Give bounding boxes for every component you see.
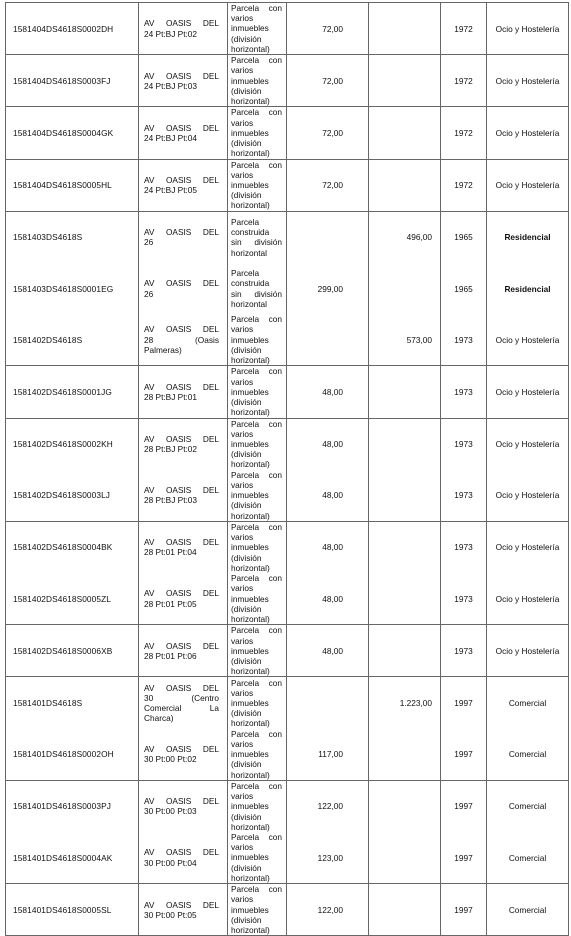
parcel-type-line: inmuebles: [231, 749, 269, 760]
parcel-type-line: Parcela: [231, 268, 260, 279]
address-line: AV OASIS DEL: [144, 847, 219, 858]
parcel-type-line: horizontal): [231, 562, 270, 573]
address: [139, 3, 228, 55]
parcel-type-line: (división: [231, 449, 262, 460]
cadastral-reference: 1581402DS4618S: [6, 314, 139, 366]
cadastral-reference: 1581401DS4618S: [6, 677, 139, 729]
address-line: AV OASIS DEL: [144, 278, 219, 289]
parcel-type: [228, 521, 287, 573]
construction-year: 1972: [441, 159, 487, 211]
address-line: AV OASIS DEL: [144, 485, 219, 496]
address-line: AV OASIS DEL: [144, 796, 219, 807]
parcel-type-line: Parcela con: [231, 884, 282, 895]
address-line: 24 Pt:BJ Pt:05: [144, 185, 198, 196]
unit-surface: 122,00: [287, 884, 369, 936]
address-line: 30 Pt:00 Pt:03: [144, 806, 197, 817]
table-body: [6, 3, 569, 936]
cadastral-reference: 1581402DS4618S0004BK: [6, 521, 139, 573]
parcel-type-line: horizontal): [231, 718, 270, 729]
parcel-type-line: Parcela con: [231, 159, 282, 170]
parcel-type: [228, 780, 287, 832]
parcel-type-line: inmuebles: [231, 490, 269, 501]
parcel-type-line: horizontal): [231, 459, 270, 470]
address-line: AV OASIS DEL: [144, 324, 219, 335]
address-line: 28 (Oasis: [144, 334, 219, 345]
address: [139, 521, 228, 573]
address-line: 28 Pt:01 Pt:06: [144, 650, 197, 661]
parcel-type-line: varios: [231, 583, 254, 594]
parcel-type-line: horizontal): [231, 666, 270, 677]
parcel-type-line: inmuebles: [231, 542, 269, 553]
address: [139, 780, 228, 832]
construction-year: 1973: [441, 418, 487, 470]
parcel-type-line: Parcela con: [231, 3, 282, 14]
construction-year: 1997: [441, 729, 487, 781]
parcel-surface: [369, 625, 441, 677]
parcel-surface: [369, 832, 441, 884]
parcel-type: [228, 55, 287, 107]
address-line: AV OASIS DEL: [144, 899, 219, 910]
parcel-type-line: horizontal): [231, 355, 270, 366]
cadastral-reference: 1581401DS4618S0005SL: [6, 884, 139, 936]
address-line: 26: [144, 288, 154, 299]
parcel-type-line: varios: [231, 117, 254, 128]
table-row: [6, 107, 569, 159]
parcel-type: [228, 625, 287, 677]
parcel-type-line: varios: [231, 894, 254, 905]
address-line: AV OASIS DEL: [144, 18, 219, 29]
main-use: Ocio y Hostelería: [487, 470, 569, 522]
main-use: Ocio y Hostelería: [487, 159, 569, 211]
cadastral-table: [5, 2, 569, 936]
parcel-type-line: (división: [231, 862, 262, 873]
parcel-type: [228, 677, 287, 729]
construction-year: 1973: [441, 573, 487, 625]
address-line: AV OASIS DEL: [144, 433, 219, 444]
parcel-type-line: horizontal): [231, 200, 270, 211]
parcel-surface: [369, 470, 441, 522]
table-row: [6, 159, 569, 211]
address-line: 28 Pt:BJ Pt:03: [144, 495, 198, 506]
main-use: Ocio y Hostelería: [487, 314, 569, 366]
parcel-type-line: (división: [231, 397, 262, 407]
address: [139, 211, 228, 263]
unit-surface: [287, 211, 369, 263]
main-use: Ocio y Hostelería: [487, 107, 569, 159]
unit-surface: 48,00: [287, 418, 369, 470]
parcel-type-line: (división: [231, 708, 262, 719]
table-row: [6, 314, 569, 366]
parcel-type-line: horizontal): [231, 407, 270, 418]
unit-surface: 122,00: [287, 780, 369, 832]
construction-year: 1972: [441, 55, 487, 107]
parcel-type: [228, 211, 287, 263]
parcel-type-line: Parcela con: [231, 521, 282, 532]
construction-year: 1997: [441, 780, 487, 832]
cadastral-reference: 1581401DS4618S0002OH: [6, 729, 139, 781]
parcel-surface: [369, 107, 441, 159]
address: [139, 314, 228, 366]
parcel-surface: 573,00: [369, 314, 441, 366]
parcel-type-line: (división: [231, 85, 262, 96]
unit-surface: 48,00: [287, 625, 369, 677]
main-use: Ocio y Hostelería: [487, 625, 569, 677]
construction-year: 1973: [441, 521, 487, 573]
address-line: 30 Pt:00 Pt:04: [144, 857, 197, 868]
construction-year: 1997: [441, 677, 487, 729]
main-use: Comercial: [487, 780, 569, 832]
cadastral-reference: 1581404DS4618S0004GK: [6, 107, 139, 159]
table-row: [6, 677, 569, 729]
address-line: 30 Pt:00 Pt:02: [144, 754, 197, 765]
table-row: [6, 780, 569, 832]
parcel-type-line: (división: [231, 190, 262, 201]
main-use: Comercial: [487, 729, 569, 781]
parcel-type-line: varios: [231, 428, 254, 439]
main-use: Ocio y Hostelería: [487, 521, 569, 573]
parcel-type-line: varios: [231, 376, 254, 387]
table-row: [6, 366, 569, 418]
unit-surface: 72,00: [287, 107, 369, 159]
unit-surface: 48,00: [287, 470, 369, 522]
parcel-type: [228, 470, 287, 522]
parcel-type-line: (división: [231, 552, 262, 563]
parcel-type-line: (división: [231, 500, 262, 511]
unit-surface: [287, 677, 369, 729]
table-row: [6, 263, 569, 314]
address-line: AV OASIS DEL: [144, 174, 219, 185]
cadastral-reference: 1581401DS4618S0003PJ: [6, 780, 139, 832]
parcel-type-line: varios: [231, 532, 254, 543]
cadastral-reference: 1581402DS4618S0006XB: [6, 625, 139, 677]
cadastral-reference: 1581401DS4618S0004AK: [6, 832, 139, 884]
table-row: [6, 55, 569, 107]
cadastral-table-page: [5, 2, 568, 936]
main-use: Comercial: [487, 884, 569, 936]
cadastral-reference: 1581403DS4618S0001EG: [6, 263, 139, 314]
main-use: Comercial: [487, 677, 569, 729]
parcel-type-line: inmuebles: [231, 438, 269, 449]
table-row: [6, 418, 569, 470]
table-row: [6, 884, 569, 936]
parcel-type-line: varios: [231, 479, 254, 490]
address-line: 28 Pt:BJ Pt:01: [144, 391, 198, 402]
parcel-type-line: inmuebles: [231, 75, 269, 86]
construction-year: 1972: [441, 107, 487, 159]
parcel-surface: 1.223,00: [369, 677, 441, 729]
address: [139, 625, 228, 677]
parcel-type: [228, 729, 287, 781]
construction-year: 1997: [441, 884, 487, 936]
parcel-type-line: Parcela con: [231, 573, 282, 584]
parcel-type-line: horizontal): [231, 613, 270, 624]
parcel-type-line: horizontal): [231, 148, 270, 159]
parcel-type-line: (división: [231, 138, 262, 149]
main-use: Ocio y Hostelería: [487, 366, 569, 418]
parcel-type-line: inmuebles: [231, 697, 269, 708]
address-line: 24 Pt:BJ Pt:02: [144, 28, 198, 39]
parcel-type-line: construida: [231, 278, 270, 289]
parcel-type-line: Parcela con: [231, 832, 282, 843]
parcel-type: [228, 366, 287, 418]
construction-year: 1972: [441, 3, 487, 55]
unit-surface: 48,00: [287, 573, 369, 625]
parcel-type-line: horizontal): [231, 43, 270, 54]
parcel-type: [228, 884, 287, 936]
cadastral-reference: 1581404DS4618S0002DH: [6, 3, 139, 55]
table-row: [6, 625, 569, 677]
cadastral-reference: 1581402DS4618S0001JG: [6, 366, 139, 418]
parcel-type-line: varios: [231, 13, 254, 24]
parcel-type-line: (división: [231, 33, 262, 44]
table-row: [6, 3, 569, 55]
parcel-type-line: inmuebles: [231, 127, 269, 138]
parcel-type-line: horizontal): [231, 872, 270, 883]
cadastral-reference: 1581402DS4618S0005ZL: [6, 573, 139, 625]
parcel-type-line: inmuebles: [231, 386, 269, 397]
parcel-type: [228, 159, 287, 211]
table-row: [6, 573, 569, 625]
parcel-type-line: inmuebles: [231, 801, 269, 812]
construction-year: 1973: [441, 366, 487, 418]
parcel-type-line: inmuebles: [231, 904, 269, 915]
parcel-type: [228, 107, 287, 159]
main-use: Residencial: [487, 211, 569, 263]
parcel-type-line: varios: [231, 842, 254, 853]
main-use: Ocio y Hostelería: [487, 573, 569, 625]
parcel-type: [228, 314, 287, 366]
address: [139, 677, 228, 729]
parcel-type-line: Parcela con: [231, 780, 282, 791]
parcel-type: [228, 3, 287, 55]
unit-surface: 48,00: [287, 521, 369, 573]
parcel-type-line: varios: [231, 791, 254, 802]
parcel-type-line: (división: [231, 759, 262, 770]
construction-year: 1973: [441, 314, 487, 366]
address-line: 26: [144, 237, 154, 248]
parcel-type-line: Parcela con: [231, 418, 282, 429]
parcel-type-line: sin división: [231, 288, 282, 299]
parcel-type-line: (división: [231, 914, 262, 925]
parcel-surface: 496,00: [369, 211, 441, 263]
address-line: Charca): [144, 713, 174, 724]
parcel-type-line: Parcela: [231, 216, 260, 227]
parcel-type-line: inmuebles: [231, 645, 269, 656]
parcel-type-line: horizontal): [231, 925, 270, 936]
parcel-type-line: varios: [231, 738, 254, 749]
parcel-type-line: horizontal): [231, 769, 270, 780]
parcel-type-line: Parcela con: [231, 107, 282, 118]
address: [139, 470, 228, 522]
parcel-surface: [369, 573, 441, 625]
parcel-type-line: varios: [231, 687, 254, 698]
parcel-type: [228, 832, 287, 884]
main-use: Comercial: [487, 832, 569, 884]
parcel-type-line: varios: [231, 324, 254, 335]
unit-surface: 299,00: [287, 263, 369, 314]
parcel-surface: [369, 418, 441, 470]
parcel-type: [228, 263, 287, 314]
parcel-type-line: Parcela con: [231, 625, 282, 636]
parcel-type-line: (división: [231, 344, 262, 355]
address: [139, 55, 228, 107]
construction-year: 1973: [441, 625, 487, 677]
parcel-surface: [369, 521, 441, 573]
parcel-type-line: inmuebles: [231, 23, 269, 34]
parcel-type-line: inmuebles: [231, 593, 269, 604]
address-line: AV OASIS DEL: [144, 227, 219, 238]
parcel-surface: [369, 884, 441, 936]
parcel-surface: [369, 3, 441, 55]
address-line: AV OASIS DEL: [144, 744, 219, 755]
address: [139, 884, 228, 936]
parcel-type-line: horizontal): [231, 96, 270, 107]
address-line: AV OASIS DEL: [144, 122, 219, 133]
parcel-type-line: construida: [231, 227, 270, 238]
unit-surface: 72,00: [287, 159, 369, 211]
address: [139, 729, 228, 781]
unit-surface: 48,00: [287, 366, 369, 418]
parcel-type-line: Parcela con: [231, 728, 282, 739]
parcel-surface: [369, 263, 441, 314]
parcel-type-line: sin división: [231, 237, 282, 248]
unit-surface: 117,00: [287, 729, 369, 781]
address: [139, 107, 228, 159]
parcel-type: [228, 418, 287, 470]
address: [139, 418, 228, 470]
table-row: [6, 211, 569, 263]
table-row: [6, 521, 569, 573]
address-line: 28 Pt:01 Pt:05: [144, 598, 197, 609]
parcel-type-line: varios: [231, 169, 254, 180]
parcel-type-line: Parcela con: [231, 677, 282, 688]
parcel-type-line: inmuebles: [231, 180, 269, 191]
address-line: Comercial La: [144, 703, 219, 714]
address: [139, 832, 228, 884]
address: [139, 573, 228, 625]
address-line: AV OASIS DEL: [144, 537, 219, 548]
address-line: 30 Pt:00 Pt:05: [144, 909, 197, 920]
unit-surface: 72,00: [287, 3, 369, 55]
address-line: Palmeras): [144, 344, 182, 355]
parcel-type-line: horizontal): [231, 821, 270, 832]
address-line: AV OASIS DEL: [144, 70, 219, 81]
parcel-surface: [369, 366, 441, 418]
construction-year: 1965: [441, 211, 487, 263]
parcel-type-line: horizontal: [231, 247, 267, 258]
main-use: Residencial: [487, 263, 569, 314]
address: [139, 263, 228, 314]
cadastral-reference: 1581402DS4618S0002KH: [6, 418, 139, 470]
address-line: AV OASIS DEL: [144, 588, 219, 599]
address: [139, 159, 228, 211]
parcel-type-line: Parcela con: [231, 55, 282, 66]
unit-surface: [287, 314, 369, 366]
cadastral-reference: 1581402DS4618S0003LJ: [6, 470, 139, 522]
construction-year: 1973: [441, 470, 487, 522]
address-line: AV OASIS DEL: [144, 682, 219, 693]
cadastral-reference: 1581404DS4618S0005HL: [6, 159, 139, 211]
parcel-type-line: (división: [231, 655, 262, 666]
address: [139, 366, 228, 418]
address-line: AV OASIS DEL: [144, 381, 219, 392]
table-row: [6, 832, 569, 884]
parcel-type-line: (división: [231, 603, 262, 614]
parcel-type-line: horizontal): [231, 510, 270, 521]
construction-year: 1965: [441, 263, 487, 314]
main-use: Ocio y Hostelería: [487, 3, 569, 55]
parcel-type-line: inmuebles: [231, 852, 269, 863]
address-line: 28 Pt:01 Pt:04: [144, 547, 197, 558]
table-row: [6, 470, 569, 522]
parcel-type-line: Parcela con: [231, 366, 282, 377]
parcel-type-line: varios: [231, 65, 254, 76]
construction-year: 1997: [441, 832, 487, 884]
parcel-type-line: Parcela con: [231, 469, 282, 480]
cadastral-reference: 1581404DS4618S0003FJ: [6, 55, 139, 107]
parcel-type-line: inmuebles: [231, 334, 269, 345]
parcel-type-line: varios: [231, 635, 254, 646]
address-line: 24 Pt:BJ Pt:03: [144, 80, 198, 91]
parcel-surface: [369, 55, 441, 107]
parcel-surface: [369, 780, 441, 832]
address-line: 28 Pt:BJ Pt:02: [144, 444, 198, 455]
unit-surface: 72,00: [287, 55, 369, 107]
parcel-type: [228, 573, 287, 625]
main-use: Ocio y Hostelería: [487, 55, 569, 107]
parcel-surface: [369, 729, 441, 781]
parcel-type-line: (división: [231, 811, 262, 822]
unit-surface: 123,00: [287, 832, 369, 884]
table-row: [6, 729, 569, 781]
parcel-type-line: horizontal: [231, 298, 267, 309]
parcel-type-line: Parcela con: [231, 314, 282, 325]
parcel-surface: [369, 159, 441, 211]
cadastral-reference: 1581403DS4618S: [6, 211, 139, 263]
address-line: AV OASIS DEL: [144, 640, 219, 651]
address-line: 30 (Centro: [144, 692, 219, 703]
address-line: 24 Pt:BJ Pt:04: [144, 132, 198, 143]
main-use: Ocio y Hostelería: [487, 418, 569, 470]
